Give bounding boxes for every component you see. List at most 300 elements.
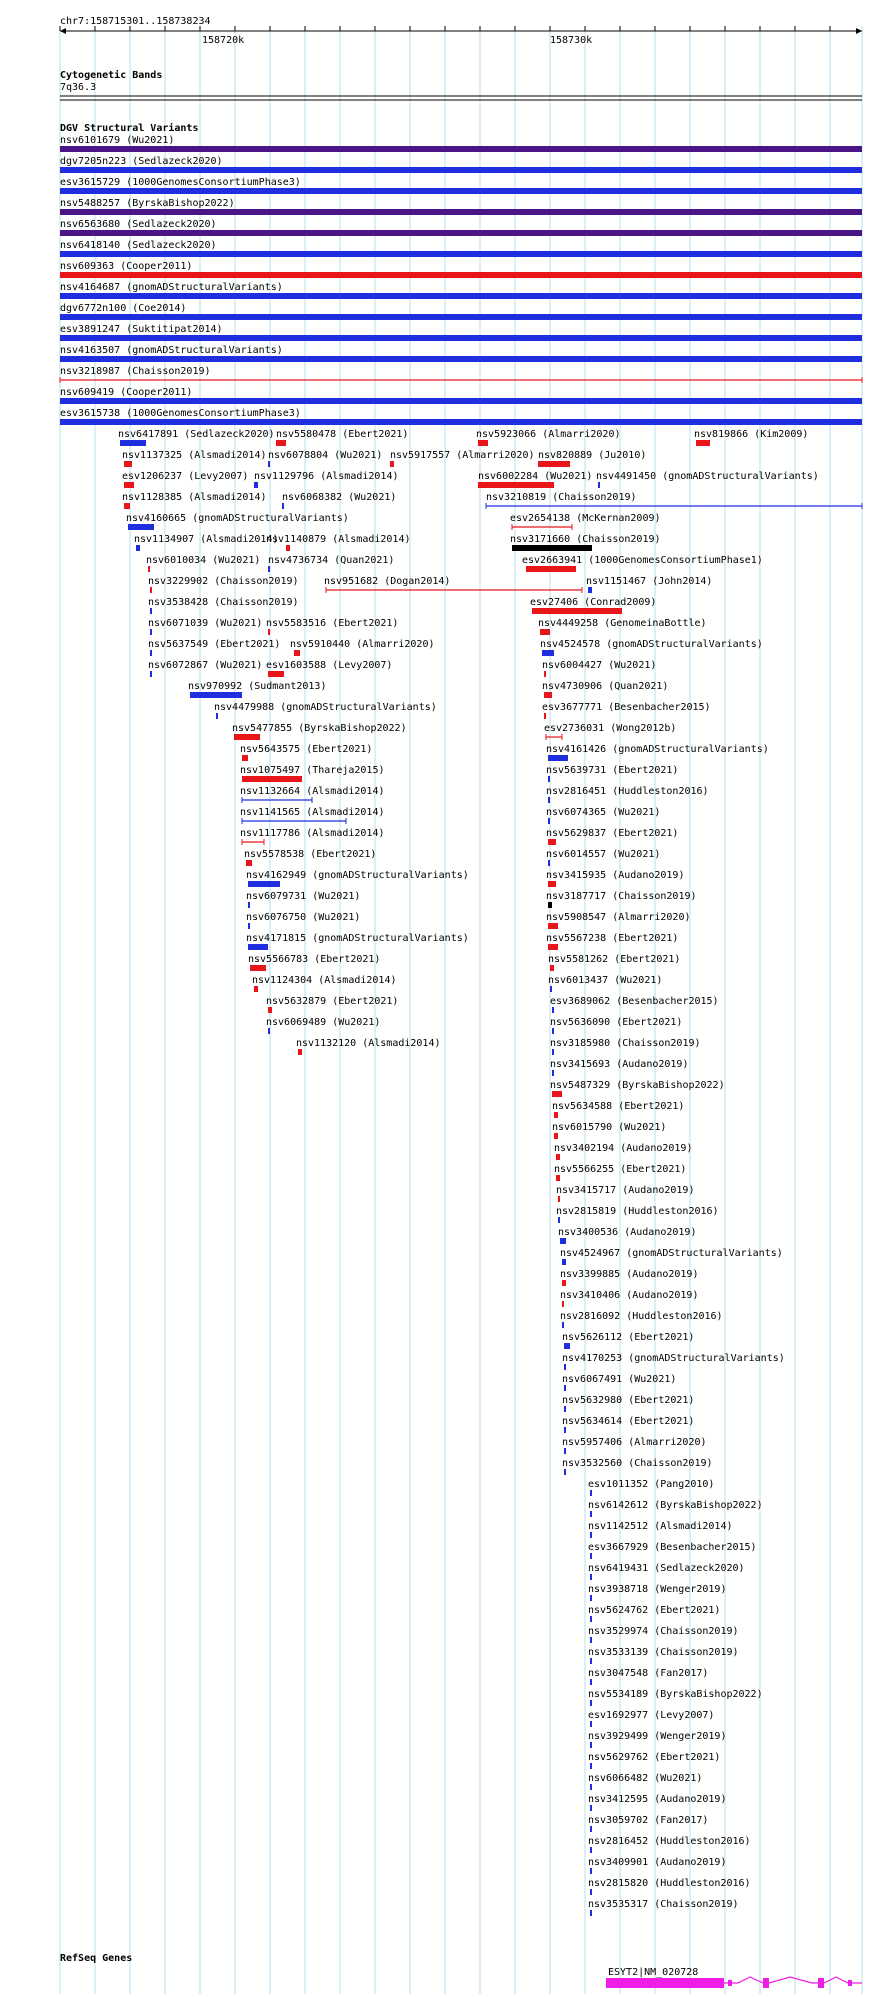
dgv-feature[interactable]: [246, 870, 469, 887]
cytoband-track: [60, 69, 862, 100]
dgv-feature-label: nsv6066482 (Wu2021): [588, 1773, 703, 1784]
dgv-feature[interactable]: [588, 1752, 720, 1769]
dgv-feature-bar[interactable]: [562, 1259, 566, 1265]
dgv-feature-bar[interactable]: [590, 1679, 592, 1685]
dgv-feature[interactable]: [548, 975, 662, 992]
dgv-feature[interactable]: [240, 744, 372, 761]
dgv-feature-bar[interactable]: [60, 314, 862, 320]
dgv-feature-bar[interactable]: [124, 461, 132, 467]
dgv-feature[interactable]: [148, 597, 299, 614]
dgv-feature-bar[interactable]: [590, 1658, 592, 1664]
dgv-feature-bar[interactable]: [590, 1763, 592, 1769]
dgv-feature[interactable]: [588, 1647, 739, 1664]
dgv-feature[interactable]: [588, 1626, 739, 1643]
dgv-feature-bar[interactable]: [564, 1427, 566, 1433]
dgv-feature-label: nsv3059702 (Fan2017): [588, 1815, 709, 1826]
dgv-feature-bar[interactable]: [286, 545, 290, 551]
dgv-feature-label: esv3689062 (Besenbacher2015): [550, 996, 719, 1007]
dgv-feature-bar[interactable]: [60, 272, 862, 278]
dgv-feature[interactable]: [550, 996, 719, 1013]
dgv-feature-bar[interactable]: [548, 881, 556, 887]
dgv-feature-label: nsv5477855 (ByrskaBishop2022): [232, 723, 407, 734]
dgv-feature[interactable]: [588, 1878, 751, 1895]
dgv-feature[interactable]: [588, 1479, 714, 1496]
dgv-feature[interactable]: [588, 1857, 726, 1874]
dgv-feature[interactable]: [60, 387, 862, 404]
dgv-feature-bar[interactable]: [548, 944, 558, 950]
dgv-feature[interactable]: [60, 135, 862, 152]
dgv-feature[interactable]: [588, 1731, 726, 1748]
dgv-feature[interactable]: [588, 1689, 763, 1706]
dgv-feature[interactable]: [148, 639, 280, 656]
dgv-feature-bar[interactable]: [564, 1469, 566, 1475]
dgv-feature[interactable]: [60, 240, 862, 257]
dgv-feature[interactable]: [324, 576, 582, 593]
dgv-feature[interactable]: [248, 954, 380, 971]
dgv-feature[interactable]: [546, 765, 678, 782]
dgv-feature-label: nsv3218987 (Chaisson2019): [60, 366, 211, 377]
dgv-feature[interactable]: [694, 429, 808, 446]
dgv-feature[interactable]: [126, 513, 349, 530]
dgv-feature[interactable]: [546, 849, 660, 866]
dgv-feature-bar[interactable]: [564, 1406, 566, 1412]
dgv-feature-bar[interactable]: [390, 461, 394, 467]
dgv-feature-bar[interactable]: [548, 902, 552, 908]
dgv-feature[interactable]: [246, 933, 469, 950]
dgv-feature[interactable]: [60, 219, 862, 236]
dgv-feature-bar[interactable]: [60, 398, 862, 404]
dgv-feature-label: nsv6142612 (ByrskaBishop2022): [588, 1500, 763, 1511]
dgv-feature[interactable]: [550, 1017, 682, 1034]
dgv-feature[interactable]: [478, 471, 592, 488]
dgv-feature-label: nsv6010034 (Wu2021): [146, 555, 261, 566]
dgv-feature-label: nsv1140879 (Alsmadi2014): [266, 534, 411, 545]
dgv-feature-bar[interactable]: [548, 860, 550, 866]
dgv-feature[interactable]: [60, 177, 862, 194]
dgv-feature-label: nsv5629762 (Ebert2021): [588, 1752, 721, 1763]
dgv-feature[interactable]: [60, 345, 862, 362]
dgv-feature[interactable]: [562, 1395, 694, 1412]
dgv-feature-label: nsv5534189 (ByrskaBishop2022): [588, 1689, 763, 1700]
dgv-feature[interactable]: [546, 744, 769, 761]
dgv-feature-bar[interactable]: [552, 1028, 554, 1034]
dgv-feature-bar[interactable]: [150, 587, 152, 593]
dgv-feature-bar[interactable]: [548, 839, 556, 845]
dgv-feature[interactable]: [60, 408, 862, 425]
dgv-feature-bar[interactable]: [120, 440, 146, 446]
dgv-feature[interactable]: [562, 1353, 785, 1370]
dgv-feature-bar[interactable]: [562, 1280, 566, 1286]
dgv-feature[interactable]: [560, 1311, 723, 1328]
dgv-feature[interactable]: [588, 1605, 720, 1622]
dgv-feature[interactable]: [588, 1836, 751, 1853]
dgv-feature-bar[interactable]: [478, 440, 488, 446]
dgv-feature-bar[interactable]: [548, 776, 550, 782]
dgv-feature-bar[interactable]: [268, 566, 270, 572]
dgv-feature[interactable]: [246, 912, 360, 929]
dgv-feature[interactable]: [588, 1773, 702, 1790]
dgv-feature[interactable]: [542, 660, 656, 677]
dgv-feature-bar[interactable]: [590, 1868, 592, 1874]
dgv-feature[interactable]: [546, 786, 709, 803]
dgv-feature-bar[interactable]: [234, 734, 260, 740]
dgv-feature-bar[interactable]: [564, 1343, 570, 1349]
dgv-feature-bar[interactable]: [60, 293, 862, 299]
dgv-feature-label: nsv5566255 (Ebert2021): [554, 1164, 687, 1175]
dgv-feature[interactable]: [232, 723, 407, 740]
dgv-feature-bar[interactable]: [60, 230, 862, 236]
dgv-feature-label: nsv6069489 (Wu2021): [266, 1017, 381, 1028]
dgv-feature-bar[interactable]: [242, 755, 248, 761]
dgv-feature-label: nsv5634588 (Ebert2021): [552, 1101, 685, 1112]
dgv-feature-bar[interactable]: [248, 944, 268, 950]
dgv-feature-bar[interactable]: [564, 1448, 566, 1454]
dgv-feature[interactable]: [276, 429, 408, 446]
dgv-feature[interactable]: [562, 1416, 694, 1433]
dgv-feature-label: nsv5629837 (Ebert2021): [546, 828, 679, 839]
dgv-feature-bar[interactable]: [588, 587, 592, 593]
dgv-feature[interactable]: [556, 1185, 694, 1202]
dgv-feature-bar[interactable]: [590, 1910, 592, 1916]
dgv-feature[interactable]: [554, 1143, 692, 1160]
dgv-feature-bar[interactable]: [564, 1364, 566, 1370]
dgv-feature-bar[interactable]: [554, 1133, 558, 1139]
dgv-feature[interactable]: [60, 261, 862, 278]
dgv-feature-label: nsv6076750 (Wu2021): [246, 912, 361, 923]
dgv-feature-bar[interactable]: [248, 923, 250, 929]
dgv-feature-bar[interactable]: [124, 503, 130, 509]
dgv-feature-bar[interactable]: [590, 1742, 592, 1748]
dgv-feature-bar[interactable]: [150, 671, 152, 677]
dgv-feature-bar[interactable]: [552, 1091, 562, 1097]
dgv-feature-bar[interactable]: [526, 566, 576, 572]
dgv-feature[interactable]: [214, 702, 437, 719]
dgv-feature[interactable]: [588, 1710, 714, 1727]
dgv-feature-bar[interactable]: [550, 965, 554, 971]
dgv-feature[interactable]: [60, 156, 862, 173]
dgv-feature-bar[interactable]: [558, 1217, 560, 1223]
dgv-feature-bar[interactable]: [248, 902, 250, 908]
dgv-feature-bar[interactable]: [590, 1637, 592, 1643]
dgv-feature-bar[interactable]: [562, 1322, 564, 1328]
dgv-feature[interactable]: [542, 681, 668, 698]
dgv-feature-bar[interactable]: [590, 1826, 592, 1832]
dgv-feature-bar[interactable]: [540, 629, 550, 635]
dgv-feature-bar[interactable]: [282, 503, 284, 509]
ruler-coordinate-label: chr7:158715301..158738234: [60, 16, 211, 27]
dgv-feature-bar[interactable]: [298, 1049, 302, 1055]
dgv-feature-bar[interactable]: [512, 545, 592, 551]
dgv-feature[interactable]: [542, 702, 711, 719]
dgv-feature[interactable]: [60, 303, 862, 320]
dgv-feature-bar[interactable]: [548, 923, 558, 929]
dgv-feature-bar[interactable]: [60, 251, 862, 257]
dgv-feature-label: nsv4524578 (gnomADStructuralVariants): [540, 639, 763, 650]
dgv-feature-label: dgv7205n223 (Sedlazeck2020): [60, 156, 223, 167]
gene-model[interactable]: [606, 1977, 862, 1988]
dgv-feature[interactable]: [588, 1794, 726, 1811]
dgv-feature-bar[interactable]: [590, 1532, 592, 1538]
dgv-feature-label: nsv6067491 (Wu2021): [562, 1374, 677, 1385]
dgv-feature-label: esv2654138 (McKernan2009): [510, 513, 661, 524]
dgv-feature-bar[interactable]: [548, 755, 568, 761]
dgv-feature[interactable]: [148, 576, 299, 593]
dgv-feature[interactable]: [538, 450, 646, 467]
dgv-feature[interactable]: [560, 1269, 698, 1286]
dgv-feature[interactable]: [588, 1899, 739, 1916]
dgv-feature-bar[interactable]: [294, 650, 300, 656]
dgv-feature-bar[interactable]: [268, 671, 284, 677]
dgv-feature-bar[interactable]: [148, 566, 150, 572]
dgv-feature[interactable]: [556, 1206, 719, 1223]
dgv-feature[interactable]: [246, 891, 360, 908]
dgv-feature-bar[interactable]: [60, 188, 862, 194]
dgv-feature[interactable]: [558, 1227, 696, 1244]
dgv-feature-label: nsv3938718 (Wenger2019): [588, 1584, 727, 1595]
dgv-feature[interactable]: [282, 492, 396, 509]
dgv-feature[interactable]: [240, 807, 385, 824]
dgv-feature-label: nsv6418140 (Sedlazeck2020): [60, 240, 217, 251]
dgv-feature-bar[interactable]: [60, 419, 862, 425]
dgv-feature[interactable]: [588, 1521, 733, 1538]
dgv-feature-label: nsv4524967 (gnomADStructuralVariants): [560, 1248, 783, 1259]
dgv-feature[interactable]: [266, 618, 398, 635]
dgv-feature-bar[interactable]: [254, 986, 258, 992]
dgv-feature[interactable]: [146, 555, 260, 572]
dgv-feature-label: nsv5578538 (Ebert2021): [244, 849, 377, 860]
dgv-feature[interactable]: [268, 450, 382, 467]
dgv-feature[interactable]: [510, 534, 661, 551]
dgv-feature-bar[interactable]: [478, 482, 554, 488]
dgv-feature-label: nsv1137325 (Alsmadi2014): [122, 450, 267, 461]
dgv-feature[interactable]: [548, 954, 680, 971]
dgv-feature-bar[interactable]: [590, 1616, 592, 1622]
dgv-feature-label: nsv4736734 (Quan2021): [268, 555, 395, 566]
dgv-feature-bar[interactable]: [590, 1595, 592, 1601]
dgv-feature[interactable]: [244, 849, 376, 866]
dgv-feature-bar[interactable]: [590, 1847, 592, 1853]
dgv-feature-bar[interactable]: [544, 671, 546, 677]
dgv-feature[interactable]: [134, 534, 279, 551]
dgv-feature[interactable]: [60, 324, 862, 341]
dgv-feature[interactable]: [588, 1542, 757, 1559]
dgv-feature[interactable]: [596, 471, 819, 488]
gene-label[interactable]: ESYT2|NM_020728: [608, 1967, 699, 1978]
dgv-feature-label: nsv5487329 (ByrskaBishop2022): [550, 1080, 725, 1091]
dgv-feature[interactable]: [586, 576, 712, 593]
dgv-feature-label: nsv3533139 (Chaisson2019): [588, 1647, 739, 1658]
dgv-feature-label: nsv3400536 (Audano2019): [558, 1227, 697, 1238]
dgv-feature-bar[interactable]: [60, 335, 862, 341]
dgv-feature[interactable]: [544, 723, 676, 740]
dgv-feature-bar[interactable]: [216, 713, 218, 719]
dgv-feature[interactable]: [538, 618, 707, 635]
dgv-feature-label: esv3615729 (1000GenomesConsortiumPhase3): [60, 177, 301, 188]
dgv-feature-label: nsv1141565 (Alsmadi2014): [240, 807, 385, 818]
dgv-feature-label: nsv3415693 (Audano2019): [550, 1059, 689, 1070]
dgv-feature-bar[interactable]: [150, 650, 152, 656]
dgv-feature-bar[interactable]: [590, 1805, 592, 1811]
dgv-feature-bar[interactable]: [598, 482, 600, 488]
dgv-feature-label: esv3891247 (Suktitipat2014): [60, 324, 223, 335]
dgv-feature[interactable]: [266, 1017, 380, 1034]
dgv-feature-label: esv2736031 (Wong2012b): [544, 723, 677, 734]
dgv-feature-bar[interactable]: [150, 608, 152, 614]
dgv-feature[interactable]: [254, 471, 399, 488]
dgv-feature[interactable]: [476, 429, 621, 446]
dgv-feature-bar[interactable]: [548, 818, 550, 824]
dgv-feature-bar[interactable]: [254, 482, 258, 488]
cytoband-band-label: 7q36.3: [60, 82, 97, 93]
dgv-feature-label: esv3677771 (Besenbacher2015): [542, 702, 711, 713]
dgv-feature[interactable]: [60, 366, 862, 383]
dgv-feature-bar[interactable]: [558, 1196, 560, 1202]
dgv-feature[interactable]: [266, 660, 392, 677]
dgv-feature-bar[interactable]: [268, 629, 270, 635]
dgv-feature[interactable]: [188, 681, 326, 698]
dgv-feature-label: nsv5910440 (Almarri2020): [290, 639, 435, 650]
dgv-feature-label: nsv5583516 (Ebert2021): [266, 618, 399, 629]
dgv-feature-bar[interactable]: [556, 1175, 560, 1181]
dgv-feature-bar[interactable]: [564, 1385, 566, 1391]
dgv-feature[interactable]: [546, 891, 697, 908]
dgv-feature[interactable]: [540, 639, 763, 656]
dgv-feature[interactable]: [522, 555, 763, 572]
dgv-feature-bar[interactable]: [248, 881, 280, 887]
dgv-feature-label: nsv3047548 (Fan2017): [588, 1668, 709, 1679]
dgv-feature-label: nsv4479988 (gnomADStructuralVariants): [214, 702, 437, 713]
dgv-feature[interactable]: [562, 1437, 707, 1454]
dgv-feature[interactable]: [240, 786, 385, 803]
dgv-feature[interactable]: [122, 492, 267, 509]
dgv-feature-bar[interactable]: [542, 650, 554, 656]
dgv-feature-label: nsv5634614 (Ebert2021): [562, 1416, 695, 1427]
dgv-feature-label: nsv1124304 (Alsmadi2014): [252, 975, 397, 986]
dgv-feature-bar[interactable]: [590, 1511, 592, 1517]
dgv-feature-bar[interactable]: [268, 461, 270, 467]
refseq-track: [60, 1953, 862, 1988]
dgv-feature-bar[interactable]: [268, 1007, 272, 1013]
dgv-feature-bar[interactable]: [544, 692, 552, 698]
dgv-feature-bar[interactable]: [550, 986, 552, 992]
dgv-feature-bar[interactable]: [552, 1007, 554, 1013]
dgv-feature[interactable]: [266, 534, 411, 551]
dgv-feature[interactable]: [552, 1122, 666, 1139]
dgv-feature-bar[interactable]: [128, 524, 154, 530]
dgv-feature-label: nsv6074365 (Wu2021): [546, 807, 661, 818]
dgv-feature-bar[interactable]: [590, 1700, 592, 1706]
dgv-feature-bar[interactable]: [556, 1154, 560, 1160]
dgv-feature[interactable]: [562, 1374, 676, 1391]
dgv-feature[interactable]: [546, 870, 684, 887]
dgv-feature-bar[interactable]: [538, 461, 570, 467]
dgv-feature-bar[interactable]: [246, 860, 252, 866]
dgv-feature[interactable]: [588, 1584, 726, 1601]
dgv-feature[interactable]: [240, 828, 385, 845]
dgv-feature[interactable]: [240, 765, 385, 782]
dgv-feature-bar[interactable]: [554, 1112, 558, 1118]
dgv-feature-bar[interactable]: [190, 692, 242, 698]
dgv-feature[interactable]: [546, 933, 678, 950]
dgv-feature-label: nsv820889 (Ju2010): [538, 450, 647, 461]
dgv-feature[interactable]: [530, 597, 656, 614]
dgv-feature[interactable]: [550, 1080, 725, 1097]
dgv-feature[interactable]: [588, 1563, 745, 1580]
dgv-feature[interactable]: [60, 198, 862, 215]
dgv-feature[interactable]: [486, 492, 862, 509]
dgv-feature-bar[interactable]: [60, 209, 862, 215]
dgv-feature-bar[interactable]: [242, 776, 302, 782]
dgv-feature-bar[interactable]: [548, 797, 550, 803]
dgv-feature-bar[interactable]: [544, 713, 546, 719]
dgv-feature-bar[interactable]: [552, 1049, 554, 1055]
dgv-feature-bar[interactable]: [60, 356, 862, 362]
dgv-feature-bar[interactable]: [590, 1721, 592, 1727]
dgv-feature[interactable]: [60, 282, 862, 299]
dgv-feature[interactable]: [546, 912, 691, 929]
dgv-feature[interactable]: [266, 996, 398, 1013]
dgv-feature-bar[interactable]: [150, 629, 152, 635]
dgv-feature[interactable]: [546, 807, 660, 824]
dgv-feature-bar[interactable]: [560, 1238, 566, 1244]
dgv-feature-bar[interactable]: [60, 167, 862, 173]
dgv-feature-bar[interactable]: [590, 1784, 592, 1790]
dgv-feature-bar[interactable]: [590, 1553, 592, 1559]
dgv-feature-bar[interactable]: [250, 965, 266, 971]
dgv-feature-bar[interactable]: [276, 440, 286, 446]
dgv-feature-label: nsv6014557 (Wu2021): [546, 849, 661, 860]
dgv-feature-bar[interactable]: [124, 482, 134, 488]
dgv-feature-label: nsv5566783 (Ebert2021): [248, 954, 381, 965]
dgv-feature-label: nsv3185980 (Chaisson2019): [550, 1038, 701, 1049]
dgv-feature[interactable]: [546, 828, 678, 845]
dgv-feature-bar[interactable]: [532, 608, 622, 614]
dgv-feature[interactable]: [550, 1038, 701, 1055]
dgv-feature[interactable]: [560, 1248, 783, 1265]
dgv-feature[interactable]: [560, 1290, 698, 1307]
dgv-feature-bar[interactable]: [60, 146, 862, 152]
dgv-feature[interactable]: [552, 1101, 684, 1118]
dgv-feature-bar[interactable]: [136, 545, 140, 551]
dgv-feature-label: nsv5632980 (Ebert2021): [562, 1395, 695, 1406]
dgv-feature-label: nsv6079731 (Wu2021): [246, 891, 361, 902]
dgv-feature[interactable]: [550, 1059, 688, 1076]
dgv-feature-bar[interactable]: [696, 440, 710, 446]
dgv-feature-label: nsv6013437 (Wu2021): [548, 975, 663, 986]
dgv-feature-label: nsv3402194 (Audano2019): [554, 1143, 693, 1154]
dgv-feature[interactable]: [588, 1500, 763, 1517]
dgv-feature[interactable]: [122, 471, 248, 488]
dgv-feature-bar[interactable]: [590, 1889, 592, 1895]
dgv-feature-label: nsv6068382 (Wu2021): [282, 492, 397, 503]
dgv-feature[interactable]: [296, 1038, 441, 1055]
dgv-feature[interactable]: [118, 429, 275, 446]
dgv-feature-label: nsv5639731 (Ebert2021): [546, 765, 679, 776]
dgv-feature[interactable]: [562, 1332, 694, 1349]
dgv-feature-bar[interactable]: [552, 1070, 554, 1076]
dgv-feature-label: nsv2815820 (Huddleston2016): [588, 1878, 751, 1889]
dgv-feature[interactable]: [290, 639, 435, 656]
dgv-feature[interactable]: [122, 450, 267, 467]
dgv-feature-label: nsv1132664 (Alsmadi2014): [240, 786, 385, 797]
dgv-feature[interactable]: [390, 450, 535, 467]
dgv-feature-bar[interactable]: [268, 1028, 270, 1034]
dgv-feature-bar[interactable]: [590, 1490, 592, 1496]
dgv-feature-bar[interactable]: [562, 1301, 564, 1307]
dgv-feature-bar[interactable]: [590, 1574, 592, 1580]
dgv-feature-label: nsv4162949 (gnomADStructuralVariants): [246, 870, 469, 881]
dgv-feature-label: nsv6101679 (Wu2021): [60, 135, 175, 146]
